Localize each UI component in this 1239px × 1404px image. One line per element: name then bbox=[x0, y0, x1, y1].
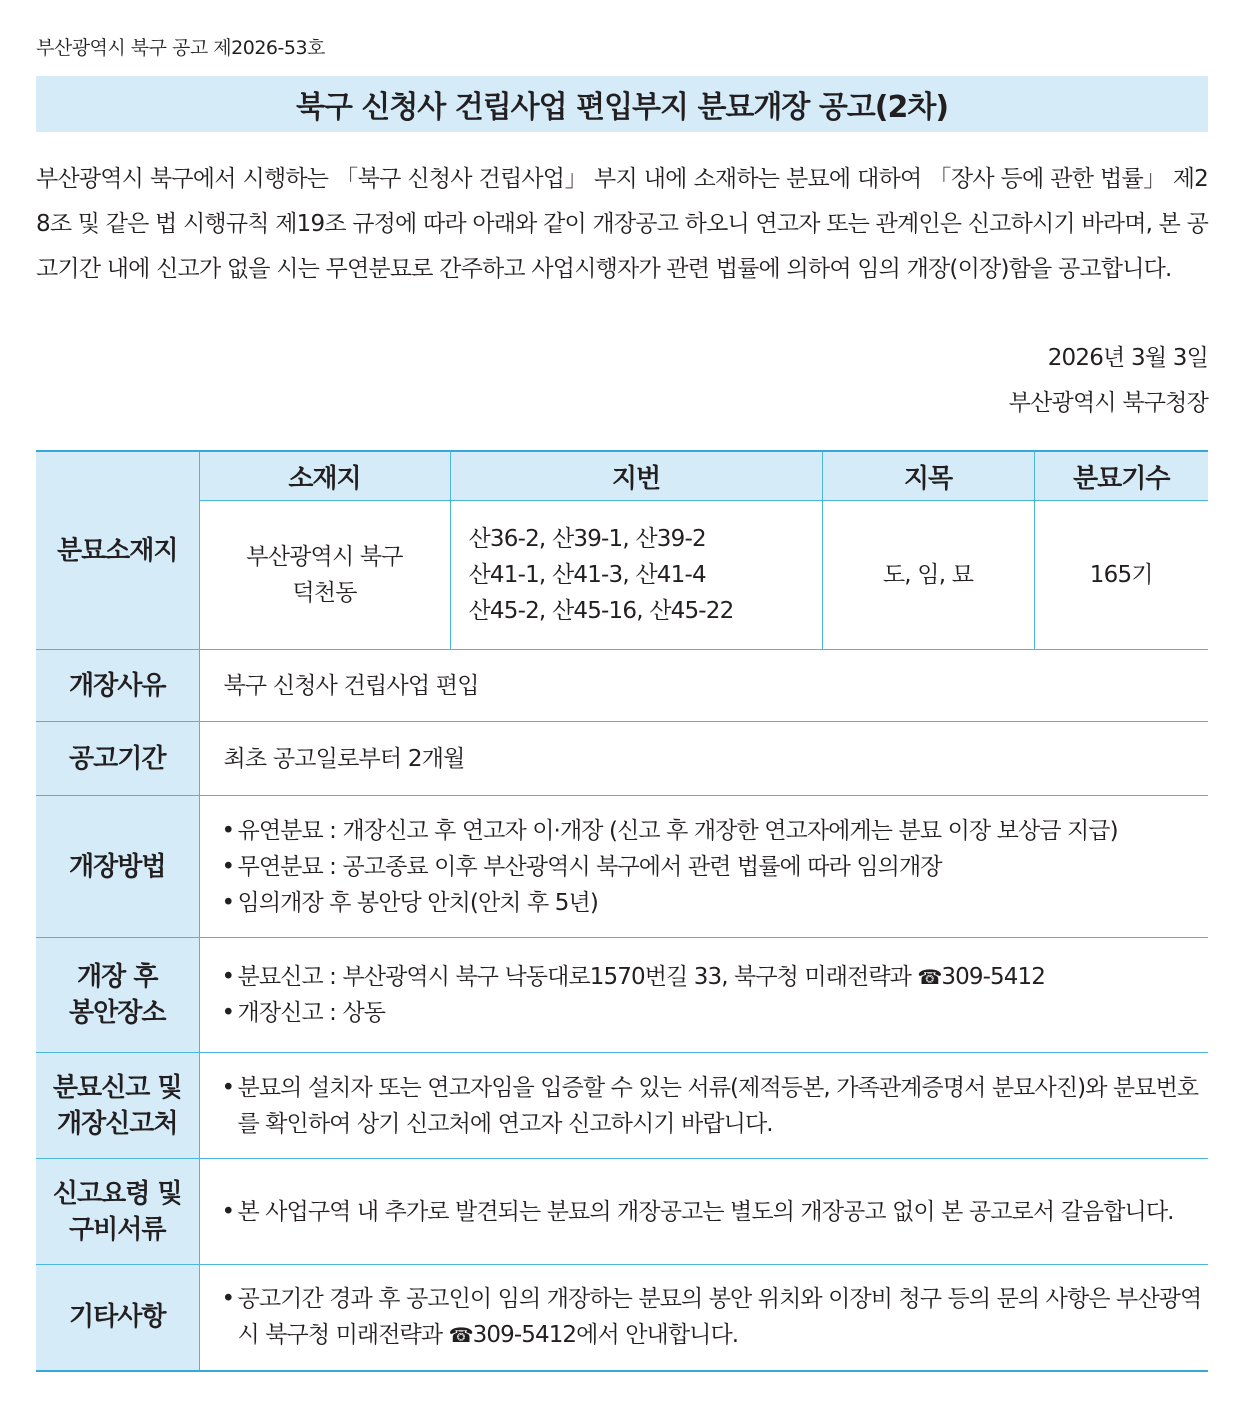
phone-number: 309-5412 bbox=[941, 964, 1045, 990]
row-label-other: 기타사항 bbox=[36, 1265, 199, 1371]
label-line: 신고요령 및 bbox=[52, 1178, 182, 1209]
address-line: 부산광역시 북구 bbox=[246, 544, 403, 570]
notice-number: 부산광역시 북구 공고 제2026-53호 bbox=[36, 37, 325, 59]
report-office-cell bbox=[199, 1053, 1208, 1159]
report-office-list bbox=[200, 1070, 1209, 1142]
col-header-grave-count: 분묘기수 bbox=[1034, 451, 1208, 501]
place-report-text: 분묘신고 : 부산광역시 북구 낙동대로1570번길 33, 북구청 미래전략과 bbox=[237, 964, 918, 990]
row-label-location: 분묘소재지 bbox=[36, 451, 199, 650]
row-label-report-office bbox=[36, 1053, 199, 1159]
other-cell bbox=[199, 1265, 1208, 1371]
list-item: • 임의개장 후 봉안당 안치(안치 후 5년) bbox=[222, 885, 1205, 921]
telephone-icon: ☎ bbox=[448, 1323, 473, 1348]
label-line: 구비서류 bbox=[69, 1214, 166, 1245]
table-row bbox=[36, 1265, 1208, 1371]
location-lot-cell bbox=[450, 501, 822, 650]
list-item: • 본 사업구역 내 추가로 발견되는 분묘의 개장공고는 별도의 개장공고 없이 본 공고로서 갈음합니다. bbox=[222, 1194, 1205, 1230]
list-item: • 유연분묘 : 개장신고 후 연고자 이·개장 (신고 후 개장한 연고자에게는 분묘 이장 보상금 지급) bbox=[222, 813, 1205, 849]
lot-line: 산36-2, 산39-1, 산39-2 bbox=[468, 526, 706, 552]
table-row bbox=[36, 796, 1208, 938]
table-row bbox=[36, 650, 1208, 722]
location-address-cell bbox=[199, 501, 450, 650]
list-item bbox=[222, 959, 1205, 995]
title-bar bbox=[36, 76, 1208, 132]
col-header-lot: 지번 bbox=[450, 451, 822, 501]
row-label-place bbox=[36, 938, 199, 1053]
list-item: • 분묘의 설치자 또는 연고자임을 입증할 수 있는 서류(제적등본, 가족관계증명서 분묘사진)와 분묘번호를 확인하여 상기 신고처에 연고자 신고하시기 바랍니다. bbox=[222, 1070, 1205, 1142]
notice-table bbox=[36, 450, 1208, 1372]
other-text-end: 에서 안내합니다. bbox=[576, 1322, 739, 1349]
row-label-period: 공고기간 bbox=[36, 722, 199, 796]
telephone-icon: ☎ bbox=[917, 965, 942, 989]
land-type-cell: 도, 임, 묘 bbox=[822, 501, 1034, 650]
label-line: 개장 후 bbox=[77, 962, 158, 992]
period-value: 최초 공고일로부터 2개월 bbox=[199, 722, 1208, 796]
method-cell bbox=[199, 796, 1208, 938]
table-row bbox=[36, 1159, 1208, 1265]
place-cell bbox=[199, 938, 1208, 1053]
other-text: 공고기간 경과 후 공고인이 임의 개장하는 분묘의 봉안 위치와 이장비 청구 등의 문의 사항은 부산광역시 북구청 미래전략과 bbox=[237, 1286, 1202, 1349]
procedure-list bbox=[200, 1194, 1209, 1230]
lot-line: 산41-1, 산41-3, 산41-4 bbox=[468, 562, 706, 588]
table-row bbox=[36, 501, 1208, 650]
col-header-land-type: 지목 bbox=[822, 451, 1034, 501]
phone-number: 309-5412 bbox=[472, 1322, 577, 1349]
table-row bbox=[36, 722, 1208, 796]
grave-count-cell: 165기 bbox=[1034, 501, 1208, 650]
table-row bbox=[36, 451, 1208, 501]
list-item: • 무연분묘 : 공고종료 이후 부산광역시 북구에서 관련 법률에 따라 임의개장 bbox=[222, 849, 1205, 885]
method-list bbox=[200, 813, 1209, 921]
procedure-cell bbox=[199, 1159, 1208, 1265]
notice-body: 부산광역시 북구에서 시행하는 「북구 신청사 건립사업」 부지 내에 소재하는 분묘에 대하여 「장사 등에 관한 법률」 제28조 및 같은 법 시행규칙 제19조 규정에 따라 아래와 같이 개장공고 하오니 연고자 또는 관계인은 신고하시기 바라며, 본 공고기간 내에 신고가 없을 시는 무연분묘로 간주하고 사업시행자가 관련 법률에 의하여 임의 개장(이장)함을 공고합니다. bbox=[36, 166, 1208, 282]
place-list bbox=[200, 959, 1209, 1031]
table-row bbox=[36, 938, 1208, 1053]
label-line: 분묘신고 및 bbox=[52, 1072, 182, 1103]
row-label-reason: 개장사유 bbox=[36, 650, 199, 722]
address-line: 덕천동 bbox=[292, 580, 357, 606]
label-line: 봉안장소 bbox=[69, 998, 166, 1028]
list-item: • 개장신고 : 상동 bbox=[222, 995, 1205, 1031]
label-line: 개장신고처 bbox=[56, 1108, 178, 1139]
row-label-procedure bbox=[36, 1159, 199, 1265]
notice-signer: 부산광역시 북구청장 bbox=[1008, 390, 1208, 416]
lot-line: 산45-2, 산45-16, 산45-22 bbox=[468, 598, 734, 624]
row-label-method: 개장방법 bbox=[36, 796, 199, 938]
reason-value: 북구 신청사 건립사업 편입 bbox=[199, 650, 1208, 722]
col-header-address: 소재지 bbox=[199, 451, 450, 501]
list-item bbox=[222, 1281, 1205, 1353]
notice-title: 북구 신청사 건립사업 편입부지 분묘개장 공고(2차) bbox=[295, 90, 949, 125]
other-list bbox=[200, 1281, 1209, 1353]
notice-date: 2026년 3월 3일 bbox=[1047, 345, 1208, 371]
table-row bbox=[36, 1053, 1208, 1159]
